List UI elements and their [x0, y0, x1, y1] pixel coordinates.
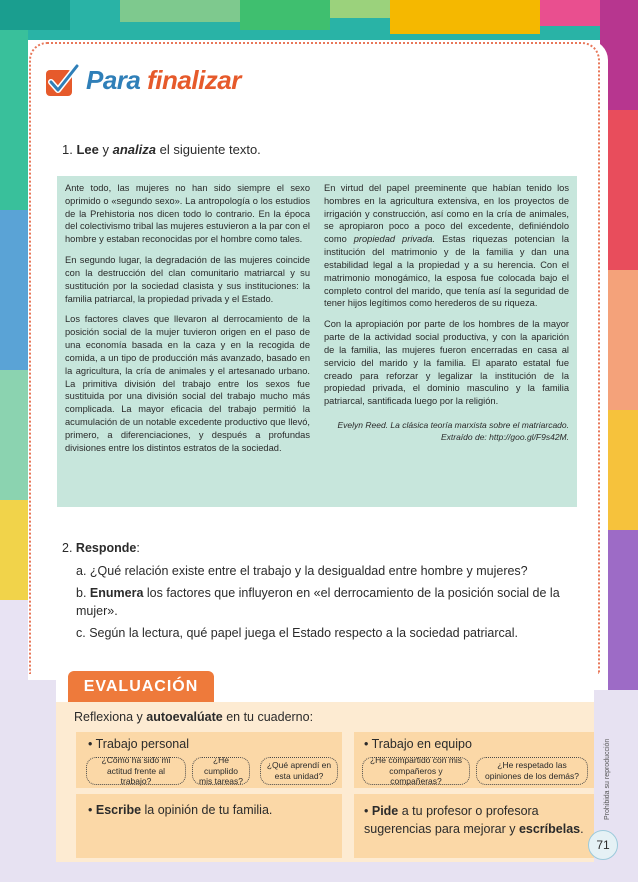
- reading-paragraph: [324, 182, 569, 310]
- escribe-rest: la opinión de tu familia.: [144, 803, 273, 817]
- task-escribe: • Escribe la opinión de tu familia.: [88, 803, 273, 817]
- question-pill: ¿Qué aprendí en esta unidad?: [260, 757, 338, 785]
- escribe-bold: Escribe: [95, 803, 142, 817]
- question-pill: ¿He cumplido mis tareas?: [192, 757, 250, 785]
- reading-text: En virtud del papel preeminente que habían tenido los hombres en la agricultura extensiva, en los proyectos de irrigación y construcción, así como en la cría de animales, se apropiaron poco a poco del excedente, definiéndolo como: [324, 183, 569, 245]
- checkmark-icon: [44, 62, 80, 98]
- q2-b-rest: los factores que influyeron en «el derrocamiento de la posición social de la mujer».: [76, 586, 560, 619]
- question-pill: ¿He respetado las opiniones de los demás?: [476, 757, 588, 785]
- pide-bold2: escríbelas: [518, 821, 581, 836]
- side-note: Prohibida su reproducción: [604, 738, 611, 820]
- q1-lee: Lee: [76, 142, 99, 157]
- task-pide: • Pide a tu profesor o profesora sugerencias para mejorar y escríbelas.: [364, 804, 584, 836]
- intro-text: en tu cuaderno:: [226, 710, 314, 724]
- q2-item-b: [76, 584, 576, 620]
- q1-number: 1.: [62, 142, 73, 157]
- page-number: 71: [588, 830, 618, 860]
- intro-text: Reflexiona y: [74, 710, 143, 724]
- reading-paragraph: Con la apropiación por parte de los hombres de la mayor parte de la actividad social productiva, y con la aparición de la familia, las mujeres fueron encerradas en casa al servicio del marido y la familia. El aparato estatal fue creado para reforzar y legalizar la institución de la propiedad privada, el dominio masculino y la familia patriarcal, santificada luego por la religión.: [324, 319, 569, 407]
- q1-y: y: [102, 142, 109, 157]
- pide-rest: a tu profesor o profesora sugerencias para mejorar y: [364, 804, 539, 836]
- question-pill: ¿Cómo ha sido mi actitud frente al trabajo?: [86, 757, 186, 785]
- q2-item-c: c. Según la lectura, qué papel juega el Estado respecto a la sociedad patriarcal.: [76, 626, 518, 641]
- q2-number: 2.: [62, 541, 73, 555]
- question-2: [62, 541, 140, 555]
- label-personal: • Trabajo personal: [88, 737, 189, 751]
- reading-paragraph: Los factores claves que llevaron al derrocamiento de la posición social de la mujer tuvieron origen en el paso de una economía basada en la caza y en la recogida de comida, a un tipo de producción más avanzado, basado en la agricultura, la cría de animales y el artesanado urbano. La primitiva división del trabajo entre los sexos fue sustituida por una división social del trabajo mucho más complicada. La mayor eficacia del trabajo permitió la acumulación de un notable excedente productivo que llevó, primero, a diferenciaciones, y después a profundas divisiones entre los distintos estratos de la sociedad.: [65, 314, 310, 453]
- question-pill: ¿He compartido con mis compañeros y compañeras?: [362, 757, 470, 785]
- q1-rest: el siguiente texto.: [159, 142, 261, 157]
- reading-left-column: [65, 182, 310, 501]
- pide-bold: Pide: [371, 804, 399, 818]
- q1-analiza: analiza: [112, 142, 156, 157]
- citation: [324, 420, 569, 443]
- q2-colon: :: [136, 541, 140, 555]
- intro-bold: autoevalúate: [146, 710, 223, 724]
- question-2-items: [76, 562, 576, 647]
- q2-item-a: a. ¿Qué relación existe entre el trabajo y la desigualdad entre hombre y mujeres?: [76, 564, 528, 578]
- q2-label: Responde: [75, 541, 137, 555]
- question-1: [62, 142, 261, 157]
- evaluation-tab: EVALUACIÓN: [68, 671, 214, 703]
- title-part-2: finalizar: [147, 64, 241, 95]
- reading-text: Estas riquezas potencian la institución del matrimonio y de la familia y dan una estabilidad legal a la propiedad y a su herencia. Con el matrimonio monogámico, la esposa fue colocada bajo el completo control del marido, que tenía así la seguridad de tener hijos legítimos como herederos de su riqueza.: [324, 234, 569, 309]
- q2-b-bold: Enumera: [89, 586, 144, 601]
- reading-paragraph: Ante todo, las mujeres no han sido siempre el sexo oprimido o «segundo sexo». La antropología o los estudios de la Prehistoria nos dicen todo lo contrario. En la época del colectivismo tribal las mujeres estuvieron a la par con el hombre y estaban reconocidas por el hombre como tales.: [65, 183, 310, 245]
- reading-emphasis: propiedad privada.: [353, 234, 436, 245]
- reading-paragraph: En segundo lugar, la degradación de las mujeres coincide con la destrucción del clan comunitario matriarcal y su sustitución por la sociedad clasista y sus instituciones: la familia patriarcal, la propiedad privada y el Estado.: [65, 255, 310, 304]
- citation-author: Evelyn Reed. La clásica teoría marxista sobre el matriarcado.: [337, 420, 569, 431]
- label-personal-text: Trabajo personal: [95, 737, 189, 751]
- q2-b-prefix: b.: [76, 586, 87, 601]
- evaluation-intro: [74, 710, 313, 724]
- title-part-1: Para: [86, 64, 141, 95]
- section-title: [44, 62, 241, 98]
- reading-box: [57, 176, 577, 507]
- label-equipo: • Trabajo en equipo: [364, 737, 472, 751]
- pide-end: .: [580, 821, 584, 836]
- label-equipo-text: Trabajo en equipo: [371, 737, 472, 751]
- citation-source: Extraído de: http://goo.gl/F9s42M.: [440, 431, 569, 442]
- reading-right-column: [324, 182, 569, 501]
